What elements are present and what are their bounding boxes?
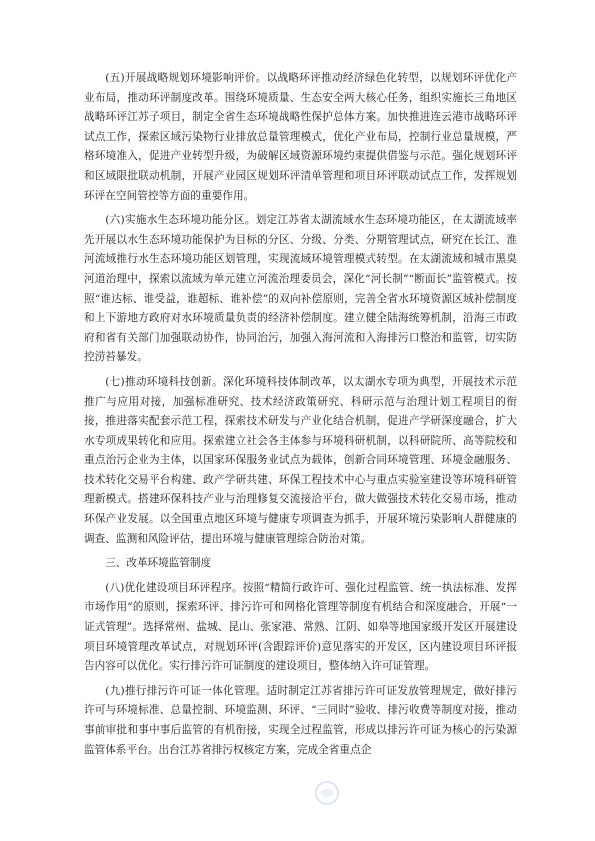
section-heading: 三、改革环境监管制度 bbox=[105, 557, 212, 570]
paragraph-eight: (八)优化建设项目环评程序。按照“精简行政许可、强化过程监管、统一执法标准、发挥市场作用”的原则，探索环评、排污许可和网格化管理等制度有机结合和深度融合，开展“一证式管理”。选择常州、盐城、昆山、张家港、常熟、江阴、如皋等地国家级开发区开展建设项目环境管理改革试点，对规划环评(含跟踪评价)意见落实的开发区，区内建设项目环评报告内容可以优化。实行排污许可证制度的建设项目，整体纳入许可证管理。 bbox=[84, 581, 517, 673]
paragraph-nine: (九)推行排污许可证一体化管理。适时制定江苏省排污许可证发放管理规定，做好排污许可与环境标准、总量控制、环境监测、环评、“三同时”验收、排污收费等制度对接，推动事前审批和事中事后监管的有机衔接，实现全过程监管，形成以排污许可证为核心的污染源监管体系平台。出台江苏省排污权核定方案，完成全省重点企 bbox=[84, 684, 517, 756]
paragraph-five: (五)开展战略规划环境影响评价。以战略环评推动经济绿色化转型，以规划环评优化产业布局，推动环评制度改革。围绕环境质量、生态安全两大核心任务，组织实施长三角地区战略环评江苏子项目，制定全省生态环境战略性保护总体方案。加快推进连云港市战略环评试点工作，探索区域污染物行业排放总量管理模式，优化产业布局，控制行业总量规模，严格环境准入，促进产业转型升级，为破解区域资源环境约束提供借鉴与示范。强化规划环评和区域限批联动机制，开展产业园区规划环评清单管理和项目环评联动试点工作，发挥规划环评在空间管控等方面的重要作用。 bbox=[84, 72, 517, 202]
paragraph-seven: (七)推动环境科技创新。深化环境科技体制改革，以太湖水专项为典型，开展技术示范推广与应用对接，加强标准研究、技术经济政策研究、科研示范与治理计划工程项目的衔接，推进落实配套示范工程，探索技术研发与产业化结合机制，促进产学研深度融合，扩大水专项成果转化和应用。探索建立社会各主体参与环境科研机制，以科研院所、高等院校和重点治污企业为主体，以国家环保服务业试点为载体，创新合同环境管理、环境金融服务、技术转化交易平台构建、政产学研共建、环保工程技术中心与重点实验室建设等环境科研管理新模式。搭建环保科技产业与治理修复交流接洽平台，做大做强技术转化交易市场，推动环保产业发展。以全国重点地区环境与健康专项调查为抓手，开展环境污染影响人群健康的调查、监测和风险评估，提出环境与健康管理综合防治对策。 bbox=[84, 375, 517, 545]
document-body bbox=[84, 69, 517, 765]
paragraph-six: (六)实施水生态环境功能分区。划定江苏省太湖流域水生态环境功能区，在太湖流域率先开展以水生态环境功能保护为目标的分区、分级、分类、分期管理试点，研究在长江、淮河流域推行水生态环境功能区划管理，实现流域环境管理模式转型。在太湖流域和城市黑臭河道治理中，探索以流域为单元建立河流治理委员会，深化“河长制”“断面长”监管模式。按照“谁达标、谁受益，谁超标、谁补偿”的双向补偿原则，完善全省水环境资源区域补偿制度和上下游地方政府对水环境质量负责的经济补偿制度。建立健全陆海统筹机制，沿海三市政府和省有关部门加强联动协作，协同治污，加强入海河流和入海排污口整治和监管，切实防控涝苔暴发。 bbox=[84, 214, 517, 364]
watermark-logo-icon bbox=[312, 778, 342, 808]
